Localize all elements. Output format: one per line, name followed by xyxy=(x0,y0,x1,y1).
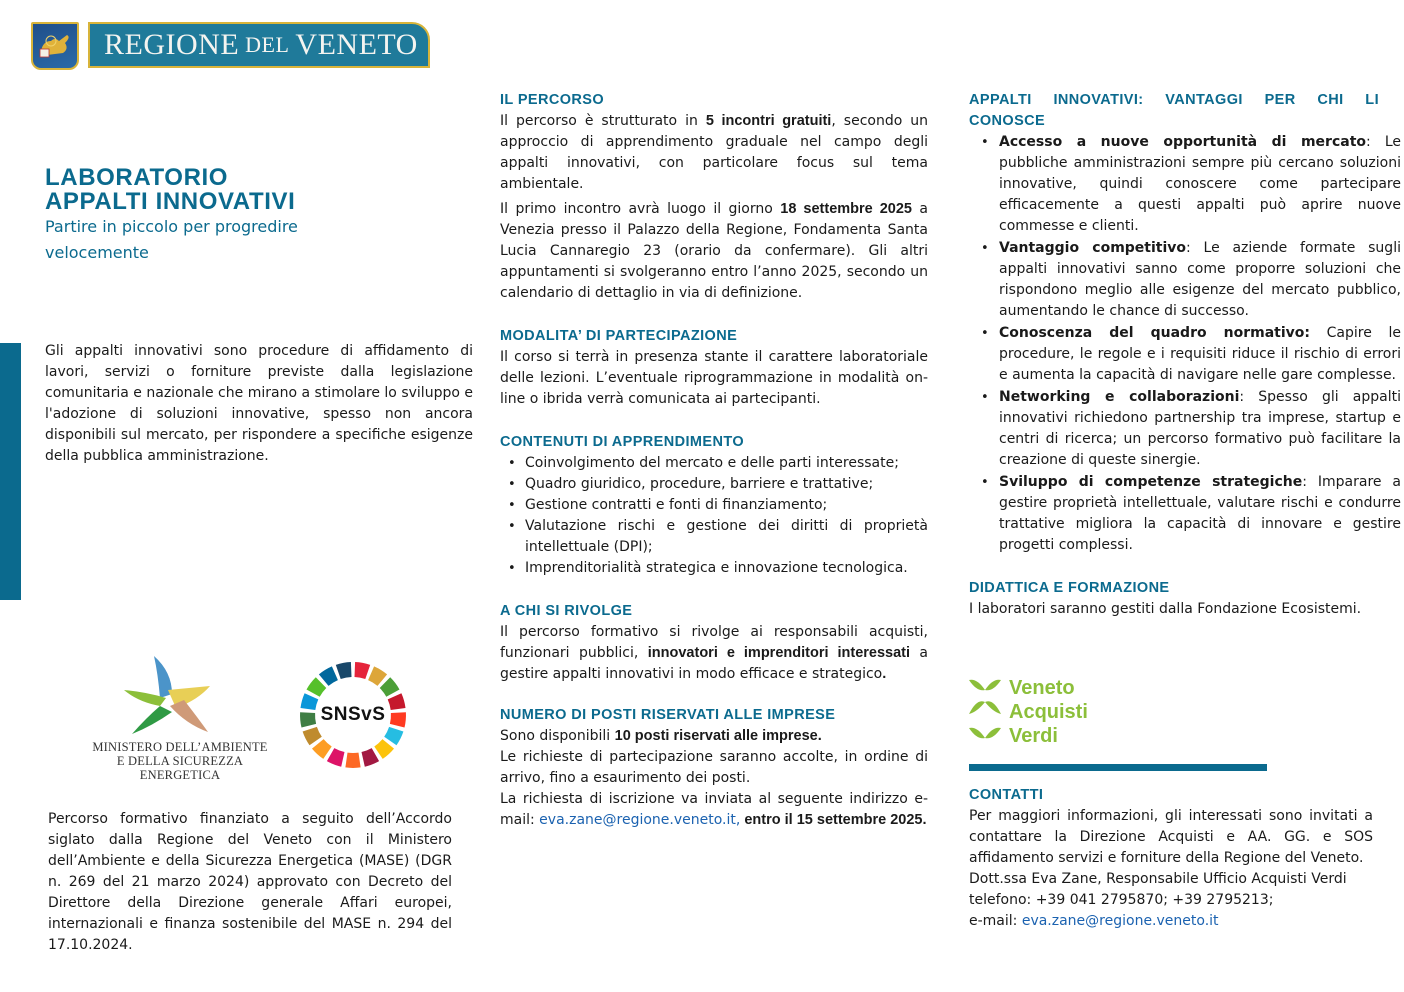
advantage-text: : Imparare a gestire proprietà intellettuale, valutare rischi e condurre trattative migliora la capacità di innovare e gestire progetti complessi. xyxy=(999,474,1402,553)
sdg-segment xyxy=(303,727,322,745)
section-contenuti xyxy=(500,432,928,579)
sdg-segment xyxy=(345,753,360,768)
posti-heading: NUMERO DI POSTI RISERVATI ALLE IMPRESE xyxy=(500,707,836,723)
posti-line-3 xyxy=(500,789,928,831)
list-item: • Quadro giuridico, procedure, barriere e trattative; xyxy=(500,474,928,495)
period: . xyxy=(882,666,887,682)
contact-person: Dott.ssa Eva Zane, Responsabile Ufficio Acquisti Verdi xyxy=(969,871,1347,887)
date-highlight: 18 settembre 2025 xyxy=(780,201,912,217)
sdg-segment xyxy=(319,666,338,686)
list-item xyxy=(969,323,1401,386)
list-item xyxy=(969,238,1401,322)
text: Il primo incontro avrà luogo il giorno xyxy=(500,201,781,217)
sdg-segment xyxy=(355,662,371,679)
text: Il percorso è strutturato in xyxy=(500,113,706,129)
vantaggi-heading: APPALTI INNOVATIVI: VANTAGGI PER CHI LI CONOSCE xyxy=(969,92,1379,129)
vav-text-line: Acquisti xyxy=(1009,701,1088,723)
section-contatti xyxy=(969,785,1373,932)
advantage-title: Vantaggio competitivo xyxy=(999,240,1187,256)
sdg-segment xyxy=(380,677,400,696)
banner-text-veneto: VENETO xyxy=(295,28,418,61)
sdg-segment xyxy=(327,748,345,767)
advantage-title: Conoscenza del quadro normativo: xyxy=(999,325,1311,341)
contact-email-link[interactable]: eva.zane@regione.veneto.it xyxy=(1021,913,1219,929)
leaf-icon xyxy=(967,676,1007,748)
title-line-2: APPALTI INNOVATIVI xyxy=(45,188,296,215)
contenuti-list xyxy=(500,453,928,579)
target-highlight: innovatori e imprenditori interessati xyxy=(647,645,911,661)
sdg-segment xyxy=(312,739,332,759)
contatti-heading: CONTATTI xyxy=(969,787,1044,803)
didattica-heading: DIDATTICA E FORMAZIONE xyxy=(969,580,1170,596)
advantage-text: : Spesso gli appalti innovativi richiedono partnership tra imprese, startup e centri di ricerca; un percorso formativo può facilitare la creazione di queste sinergie. xyxy=(999,389,1401,468)
list-item xyxy=(969,472,1401,556)
percorso-paragraph-1 xyxy=(500,111,928,195)
contenuti-heading: CONTENUTI DI APPRENDIMENTO xyxy=(500,434,745,450)
mase-logo xyxy=(80,652,280,782)
sdg-segment xyxy=(374,739,394,759)
contact-email-line xyxy=(969,911,1373,932)
advantage-text: Capire le procedure, le regole e i requisiti riduce il rischio di errori e aumenta la capacità di navigare nelle gare complesse. xyxy=(999,325,1401,383)
text: La richiesta di iscrizione va inviata al seguente indirizzo e-mail: xyxy=(500,791,928,828)
rivolge-heading: A CHI SI RIVOLGE xyxy=(500,603,633,619)
modalita-heading: MODALITA’ DI PARTECIPAZIONE xyxy=(500,328,738,344)
contact-phone: telefono: +39 041 2795870; +39 2795213; xyxy=(969,892,1274,908)
snsvs-text: SNSvS xyxy=(320,704,386,725)
sdg-segment xyxy=(368,666,387,686)
veneto-acquisti-verdi-logo xyxy=(967,676,1117,748)
intro-paragraph: Gli appalti innovativi sono procedure di affidamento di lavori, servizi o forniture previste dalla legislazione comunitaria e nazionale che mirano a stimolare lo sviluppo e l'adozione di soluzioni innovative, spesso non ancora disponibili sul mercato, per rispondere a specifiche esigenze della pubblica amministrazione. xyxy=(45,343,473,464)
regione-veneto-banner xyxy=(88,22,430,68)
sdg-segment xyxy=(307,677,327,696)
didattica-paragraph: I laboratori saranno gestiti dalla Fondazione Ecosistemi. xyxy=(969,601,1362,617)
incontri-highlight: 5 incontri gratuiti xyxy=(705,113,832,129)
vantaggi-list xyxy=(969,132,1401,556)
text: Il percorso formativo si rivolge ai responsabili acquisti, funzionari pubblici, xyxy=(500,624,928,661)
text: Sono disponibili xyxy=(500,728,615,744)
posti-highlight: 10 posti riservati alle imprese. xyxy=(614,728,822,744)
list-item: • Gestione contratti e fonti di finanziamento; xyxy=(500,495,928,516)
section-percorso xyxy=(500,90,928,304)
mase-text-line-2: E DELLA SICUREZZA ENERGETICA xyxy=(116,754,244,782)
advantage-text: : Le pubbliche amministrazioni sempre più cercano soluzioni innovative, quindi conoscere come partecipare efficacemente a questi appalti può aprire nuove commesse e clienti. xyxy=(999,134,1401,234)
page-subtitle: Partire in piccolo per progredire velocemente xyxy=(45,217,298,262)
section-didattica xyxy=(969,578,1401,620)
list-item xyxy=(969,132,1401,237)
advantage-text: : Le aziende formate sugli appalti innovativi sanno come proporre soluzioni che rispondono meglio alle esigenze del mercato pubblico, aumentando le chance di successo. xyxy=(999,240,1401,319)
percorso-heading: IL PERCORSO xyxy=(500,92,605,108)
vav-text-line: Veneto xyxy=(1009,677,1075,699)
section-modalita xyxy=(500,326,928,410)
vav-text-line: Verdi xyxy=(1009,725,1058,747)
deadline-highlight: entro il 15 settembre 2025. xyxy=(740,812,927,828)
contatti-paragraph: Per maggiori informazioni, gli interessati sono invitati a contattare la Direzione Acquisti e AA. GG. e SOS affidamento servizi e forniture della Regione del Veneto. xyxy=(969,808,1373,866)
text: a gestire appalti innovativi in modo efficace e strategico xyxy=(500,645,929,682)
divider xyxy=(969,764,1267,771)
sdg-segment xyxy=(362,748,380,767)
posti-line-2: Le richieste di partecipazione saranno accolte, in ordine di arrivo, fino a esaurimento dei posti. xyxy=(500,749,928,786)
mase-text-line-1: MINISTERO DELL’AMBIENTE xyxy=(92,740,268,754)
percorso-paragraph-2 xyxy=(500,199,928,304)
posti-line-1 xyxy=(500,726,928,747)
text: e-mail: xyxy=(969,913,1022,929)
right-column xyxy=(969,90,1401,620)
list-item: • Imprenditorialità strategica e innovazione tecnologica. xyxy=(500,558,928,579)
sdg-segment xyxy=(384,727,403,745)
text: a Venezia presso il Palazzo della Regione, Fondamenta Santa Lucia Cannaregio 23 (orario da confermare). Gli altri appuntamenti si svolgeranno entro l’anno 2025, secondo un calendario di dettaglio in via di definizione. xyxy=(500,201,929,301)
funding-paragraph: Percorso formativo finanziato a seguito dell’Accordo siglato dalla Regione del Veneto con il Ministero dell’Ambiente e della Sicurezza Energetica (MASE) (DGR n. 269 del 21 marzo 2024) approvato con Decreto del Direttore della Direzione generale Affari europei, internazionali e finanza sostenibile del MASE n. 294 del 17.10.2024. xyxy=(48,811,452,953)
regione-veneto-crest-icon xyxy=(31,22,79,70)
list-item: • Coinvolgimento del mercato e delle parti interessate; xyxy=(500,453,928,474)
advantage-title: Networking e collaborazioni xyxy=(999,389,1240,405)
page-title xyxy=(45,166,295,214)
banner-text-del: DEL xyxy=(245,32,290,57)
rivolge-paragraph xyxy=(500,622,928,685)
mase-star-icon xyxy=(80,652,280,738)
list-item xyxy=(969,387,1401,471)
section-posti xyxy=(500,705,928,831)
sdg-segment xyxy=(336,662,352,679)
banner-text-regione: REGIONE xyxy=(104,28,240,61)
modalita-paragraph: Il corso si terrà in presenza stante il carattere laboratoriale delle lezioni. L’eventuale riprogrammazione in modalità on-line o ibrida verrà comunicata ai partecipanti. xyxy=(500,349,928,407)
advantage-title: Accesso a nuove opportunità di mercato xyxy=(999,134,1367,150)
title-line-1: LABORATORIO xyxy=(45,164,229,191)
middle-column xyxy=(500,90,928,831)
registration-email-link[interactable]: eva.zane@regione.veneto.it, xyxy=(539,812,741,828)
snsvs-logo xyxy=(298,660,408,770)
section-rivolge xyxy=(500,601,928,685)
lion-icon xyxy=(35,27,75,65)
accent-bar xyxy=(0,343,21,600)
list-item: • Valutazione rischi e gestione dei diritti di proprietà intellettuale (DPI); xyxy=(500,516,928,558)
text: , secondo un approccio di apprendimento graduale nel campo degli appalti innovativi, con particolare focus sul tema ambientale. xyxy=(500,113,929,192)
advantage-title: Sviluppo di competenze strategiche xyxy=(999,474,1303,490)
section-vantaggi xyxy=(969,90,1401,556)
